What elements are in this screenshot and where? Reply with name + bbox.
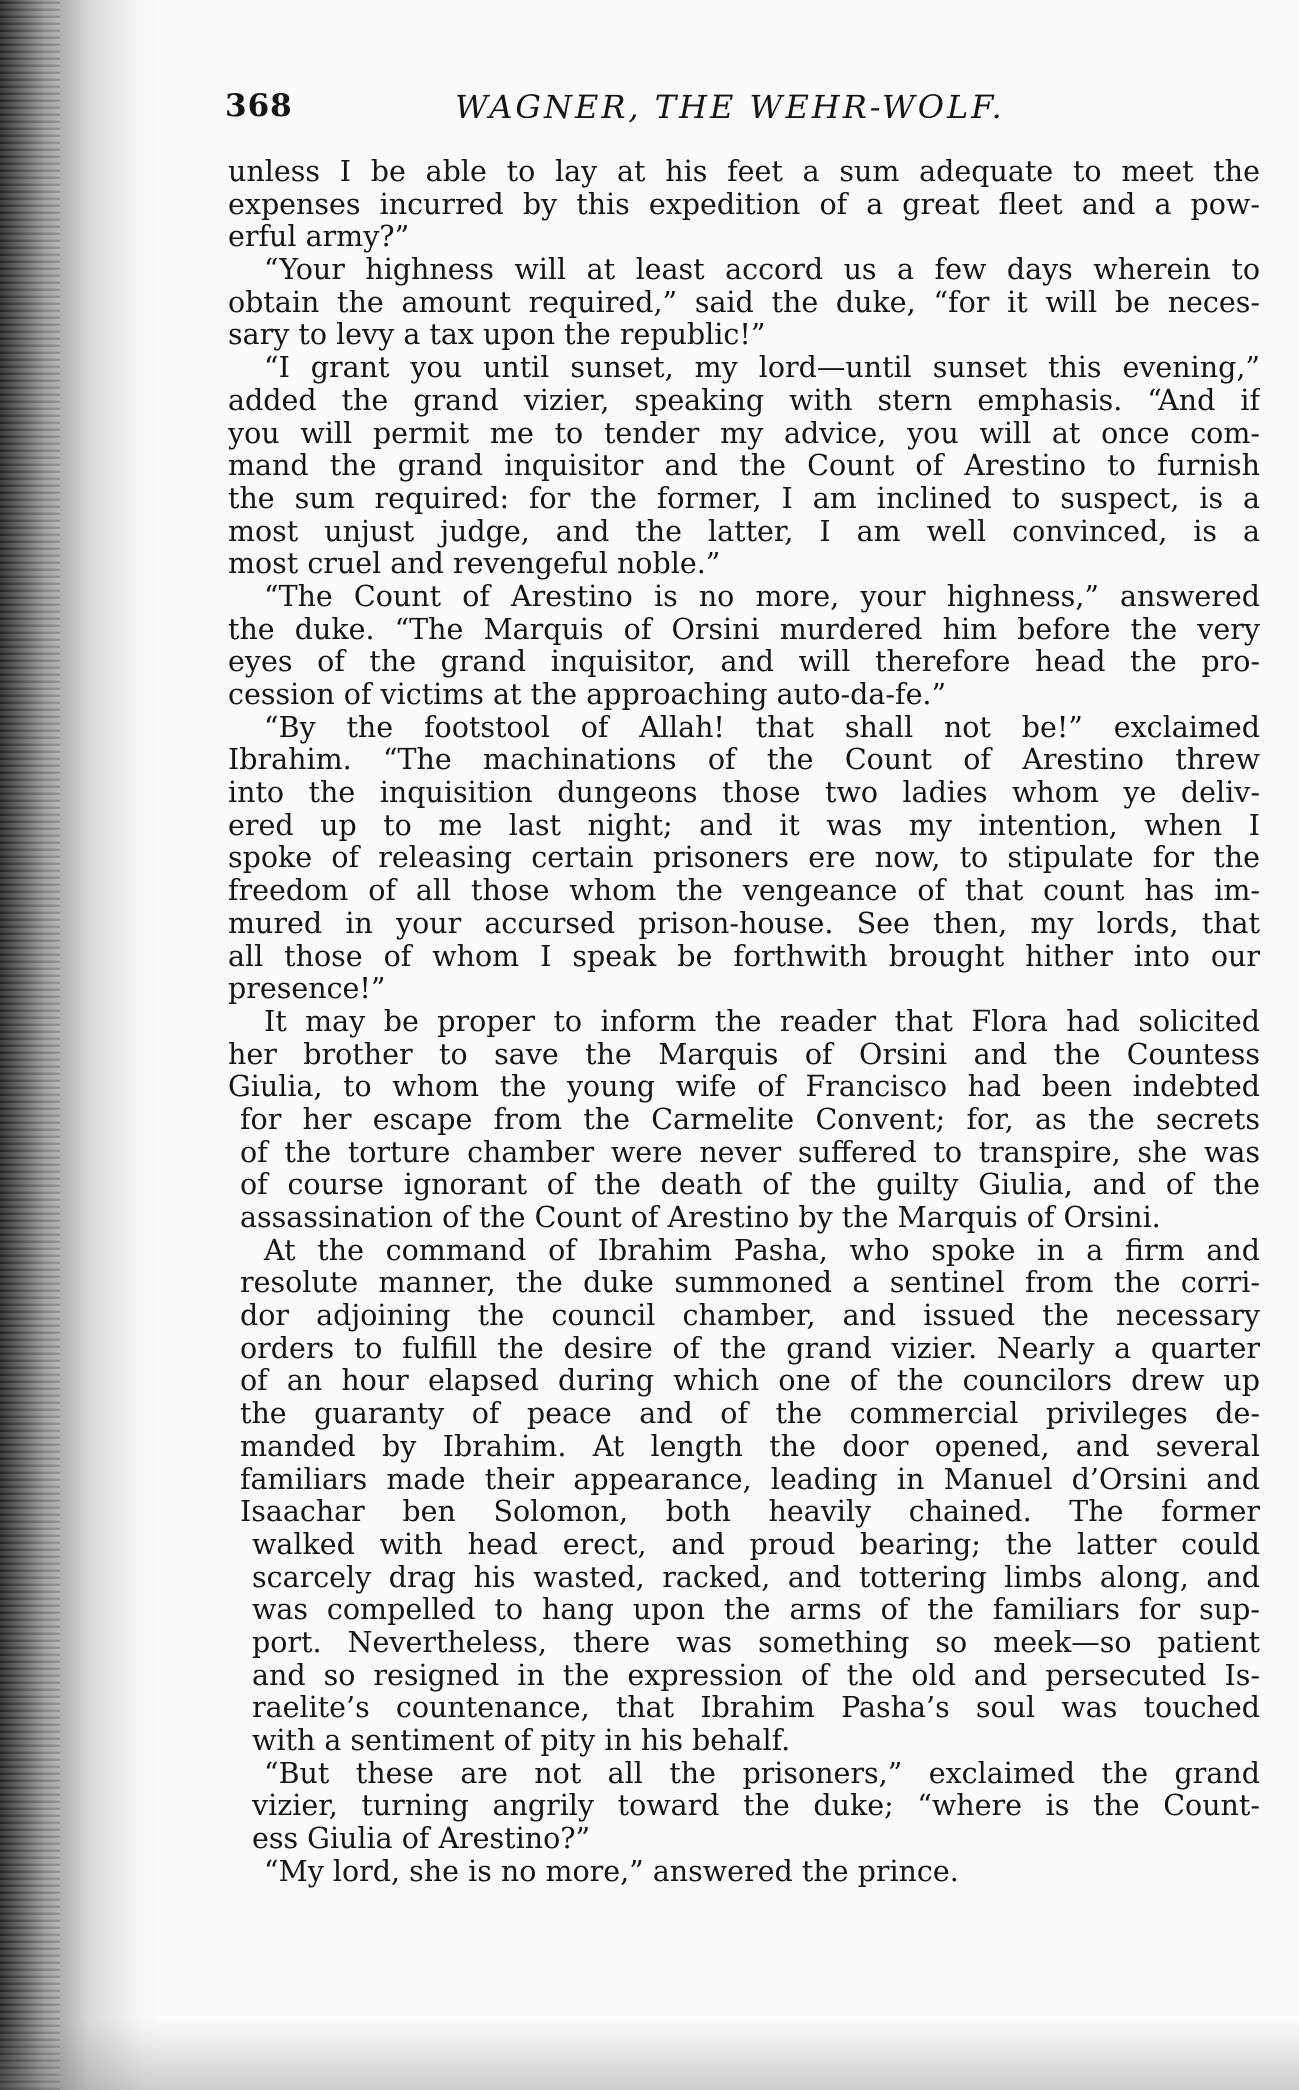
text-line: ess Giulia of Arestino?” [252, 1823, 591, 1856]
text-line: assassination of the Count of Arestino by the Marquis of Orsini. [240, 1202, 1161, 1234]
text-line: erful army?” [228, 221, 410, 254]
text-line: obtain the amount required,” said the duke, “for it will be neces- [228, 286, 1260, 319]
text-line: you will permit me to tender my advice, you will at once com- [228, 417, 1260, 450]
text-line: Giulia, to whom the young wife of Francisco had been indebted [228, 1071, 1260, 1104]
text-line: into the inquisition dungeons those two ladies whom ye deliv- [228, 777, 1260, 810]
text-line: for her escape from the Carmelite Convent; for, as the secrets [240, 1103, 1260, 1136]
text-line: the duke. “The Marquis of Orsini murdered him before the very [228, 613, 1260, 646]
binding-speckle [0, 0, 60, 2090]
text-line: presence!” [228, 973, 386, 1006]
text-line: was compelled to hang upon the arms of the familiars for sup- [252, 1594, 1260, 1627]
text-line: all those of whom I speak be forthwith brought hither into our [228, 940, 1260, 973]
text-line: of an hour elapsed during which one of the councilors drew up [240, 1365, 1260, 1398]
text-line: “The Count of Arestino is no more, your highness,” answered [264, 580, 1260, 613]
text-line: the sum required: for the former, I am inclined to suspect, is a [228, 482, 1260, 515]
text-line: resolute manner, the duke summoned a sentinel from the corri- [240, 1267, 1260, 1300]
text-line: “By the footstool of Allah! that shall not be!” exclaimed [264, 711, 1260, 744]
text-line: “Your highness will at least accord us a few days wherein to [264, 254, 1260, 287]
text-line: familiars made their appearance, leading in Manuel d’Orsini and [240, 1463, 1260, 1496]
text-line: manded by Ibrahim. At length the door opened, and several [240, 1430, 1260, 1463]
text-line: unless I be able to lay at his feet a sum adequate to meet the [228, 156, 1260, 188]
text-line: scarcely drag his wasted, racked, and tottering limbs along, and [252, 1561, 1260, 1594]
text-line: of course ignorant of the death of the guilty Giulia, and of the [240, 1169, 1260, 1202]
text-line: added the grand vizier, speaking with stern emphasis. “And if [228, 384, 1260, 417]
running-title: WAGNER, THE WEHR-WOLF. [455, 88, 1005, 126]
text-line: with a sentiment of pity in his behalf. [252, 1725, 791, 1757]
text-line: cession of victims at the approaching auto-da-fe.” [228, 679, 947, 711]
text-body [228, 156, 1268, 1888]
text-line: “But these are not all the prisoners,” exclaimed the grand [264, 1757, 1260, 1790]
page-number: 368 [225, 88, 293, 124]
text-line: raelite’s countenance, that Ibrahim Pasha’s soul was touched [252, 1692, 1260, 1725]
text-line: of the torture chamber were never suffered to transpire, she was [240, 1136, 1260, 1169]
text-line: dor adjoining the council chamber, and issued the necessary [240, 1300, 1260, 1333]
text-line: the guaranty of peace and of the commercial privileges de- [240, 1398, 1260, 1431]
text-line: most unjust judge, and the latter, I am well convinced, is a [228, 515, 1260, 548]
text-line: mured in your accursed prison-house. See then, my lords, that [228, 907, 1260, 940]
text-line: It may be proper to inform the reader that Flora had solicited [264, 1005, 1260, 1038]
text-line: walked with head erect, and proud bearing; the latter could [252, 1528, 1260, 1561]
text-line: orders to fulfill the desire of the grand vizier. Nearly a quarter [240, 1332, 1260, 1365]
text-line: and so resigned in the expression of the old and persecuted Is- [252, 1659, 1260, 1692]
text-line: port. Nevertheless, there was something so meek—so patient [252, 1626, 1260, 1659]
text-line: ered up to me last night; and it was my intention, when I [228, 809, 1260, 842]
text-line: freedom of all those whom the vengeance of that count has im- [228, 875, 1260, 908]
text-line: expenses incurred by this expedition of a great fleet and a pow- [228, 188, 1260, 221]
page-header [225, 88, 1095, 132]
text-line: Isaachar ben Solomon, both heavily chained. The former [240, 1496, 1260, 1529]
text-line: “My lord, she is no more,” answered the prince. [264, 1855, 959, 1888]
text-line: “I grant you until sunset, my lord—until sunset this evening,” [264, 352, 1260, 385]
text-line: her brother to save the Marquis of Orsini and the Countess [228, 1038, 1260, 1071]
text-line: spoke of releasing certain prisoners ere now, to stipulate for the [228, 842, 1260, 875]
text-line: eyes of the grand inquisitor, and will therefore head the pro- [228, 646, 1260, 679]
text-line: At the command of Ibrahim Pasha, who spoke in a firm and [264, 1234, 1260, 1267]
text-line: sary to levy a tax upon the republic!” [228, 319, 766, 352]
text-line: vizier, turning angrily toward the duke; “where is the Count- [252, 1790, 1260, 1823]
text-line: most cruel and revengeful noble.” [228, 548, 721, 581]
text-line: mand the grand inquisitor and the Count of Arestino to furnish [228, 450, 1260, 483]
text-line: Ibrahim. “The machinations of the Count of Arestino threw [228, 744, 1260, 777]
bottom-noise [0, 2020, 1299, 2090]
